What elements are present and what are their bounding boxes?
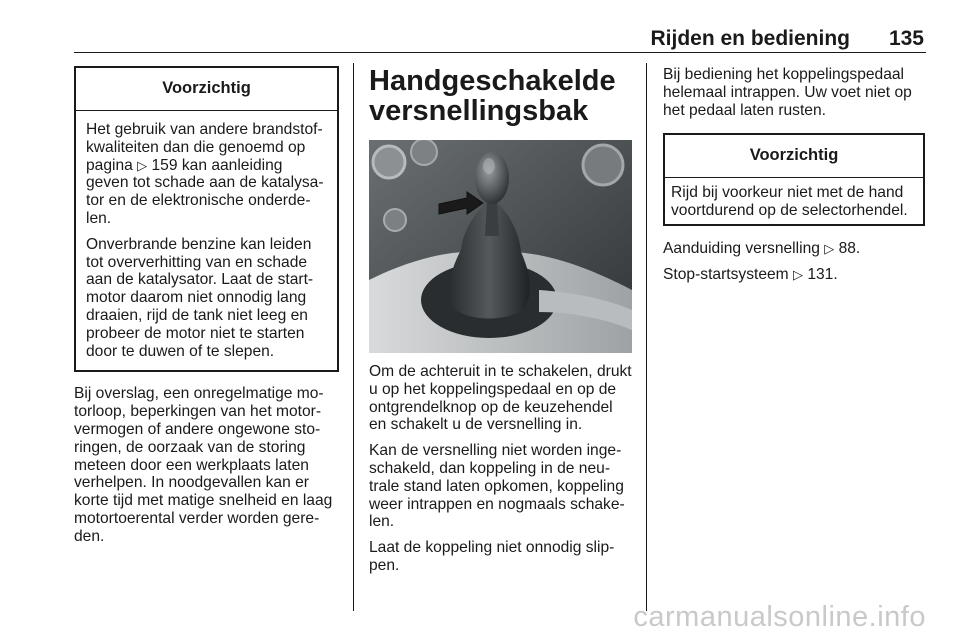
page-number: 135 (888, 27, 924, 50)
caution-box (663, 133, 925, 226)
caution-box (74, 66, 339, 372)
column-divider (353, 63, 354, 611)
column-middle-text (369, 363, 634, 583)
column-middle (369, 66, 634, 126)
watermark: carmanualsonline.info (633, 601, 926, 633)
cross-reference: Aanduiding versnelling ▷ 88. (663, 239, 861, 257)
body-paragraph: Bij overslag, een onregelmatige mo-torloop, beperkingen van het motor-vermogen of andere ongewone sto-ringen, de oorzaak van de storing meteen door een werkplaats laten verhelpen. In noodgevallen kan er korte tijd met matige snelheid en laag motortoerental verder worden gere-den. (74, 385, 333, 545)
column-right (663, 66, 925, 292)
body-paragraph: Om de achteruit in te schakelen, drukt u op het koppelingspedaal en op de ontgrendelknop op de keuzehendel en schakelt u de versnelling in. (369, 363, 632, 434)
column-left (74, 66, 339, 554)
page-ref-arrow-icon[interactable]: ▷ (824, 240, 835, 256)
cross-reference: Stop-startsysteem ▷ 131. (663, 265, 838, 283)
section-title: Handgeschakelde versnellingsbak (369, 65, 616, 127)
running-header: Rijden en bediening (650, 27, 850, 50)
body-paragraph: Bij bediening het koppelingspedaal helemaal intrappen. Uw voet niet op het pedaal laten rusten. (663, 66, 912, 119)
page-ref-arrow-icon[interactable]: ▷ (137, 157, 148, 173)
caution-paragraph: Rijd bij voorkeur niet met de hand voortdurend op de selectorhendel. (671, 184, 908, 220)
header-rule (74, 52, 926, 53)
caution-paragraph: Het gebruik van andere brandstof-kwaliteiten dan die genoemd op pagina ▷ 159 kan aanleiding geven tot schade aan de katalysa-tor en de elektronische onderde-len. (86, 121, 324, 227)
column-divider (646, 63, 647, 611)
body-paragraph: Kan de versnelling niet worden inge-schakeld, dan koppeling in de neu-trale stand laten opkomen, koppeling weer intrappen en nogmaals schake-len. (369, 442, 625, 531)
caution-title: Voorzichtig (665, 135, 923, 178)
body-paragraph: Laat de koppeling niet onnodig slip-pen. (369, 539, 615, 574)
gear-shift-knob-photo (369, 140, 632, 353)
caution-title: Voorzichtig (76, 68, 337, 111)
caution-paragraph: Onverbrande benzine kan leiden tot oververhitting van en schade aan de katalysator. Laat de start-motor daarom niet onnodig lang draaien, rijd de tank niet leeg en probeer de motor niet te starten door te duwen of te slepen. (86, 235, 314, 360)
page-ref-arrow-icon[interactable]: ▷ (793, 266, 803, 282)
